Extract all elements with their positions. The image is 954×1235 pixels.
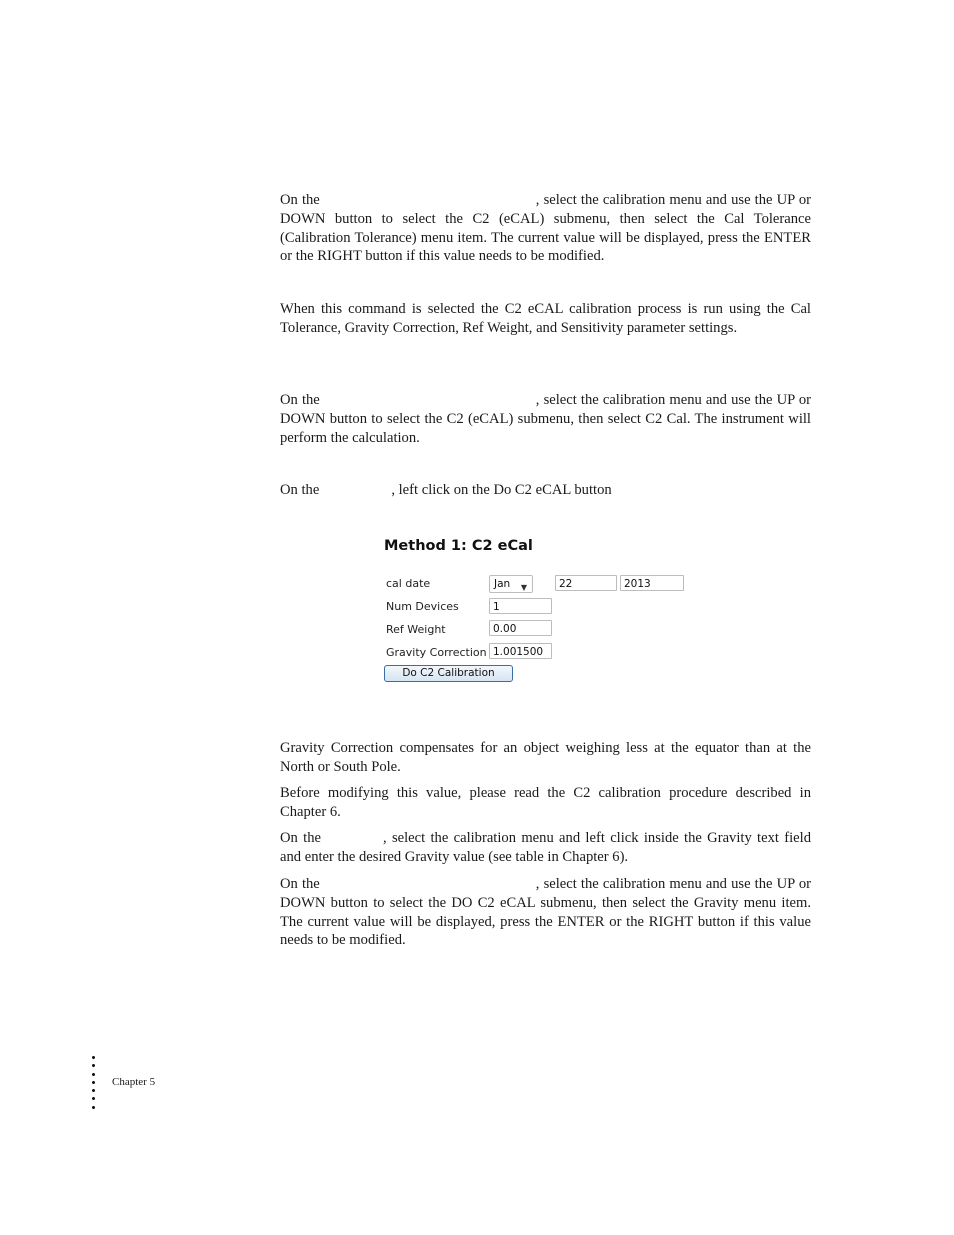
p4-lead: On the <box>280 482 320 498</box>
p4-body: , left click on the Do C2 eCAL button <box>391 482 612 498</box>
do-c2-calibration-button[interactable]: Do C2 Calibration <box>384 665 513 682</box>
month-select[interactable] <box>489 575 533 593</box>
month-value: Jan <box>494 578 511 590</box>
paragraph-c2-cal-web <box>280 481 811 500</box>
gravity-correction-field[interactable]: 1.001500 <box>489 643 552 659</box>
p3-lead: On the <box>280 392 320 408</box>
chevron-down-icon: ▼ <box>520 583 527 592</box>
p7-lead: On the <box>280 830 321 846</box>
paragraph-c2-cal-front-panel <box>280 391 811 447</box>
day-field[interactable]: 22 <box>555 575 617 591</box>
p3-body: , select the calibration menu and use the UP or DOWN button to select the C2 (eCAL) submenu, then select C2 Cal. The instrument will perform the calculation. <box>280 392 811 446</box>
paragraph-gravity-description: Gravity Correction compensates for an object weighing less at the equator than at the North or South Pole. <box>280 740 811 775</box>
footer-chapter-label: Chapter 5 <box>112 1076 156 1088</box>
c2-ecal-screenshot <box>384 536 704 686</box>
paragraph-gravity-front-panel <box>280 875 811 950</box>
p7-body: , select the calibration menu and left click inside the Gravity text field and enter the desired Gravity value (see table in Chapter 6). <box>280 830 811 865</box>
num-devices-field[interactable]: 1 <box>489 598 552 614</box>
figure-title: Method 1: C2 eCal <box>384 538 533 554</box>
gravity-correction-label: Gravity Correction <box>386 646 487 659</box>
p1-lead: On the <box>280 192 320 208</box>
num-devices-label: Num Devices <box>386 600 459 613</box>
paragraph-cal-tolerance-front-panel <box>280 191 811 266</box>
p8-lead: On the <box>280 876 320 892</box>
margin-dots <box>92 1056 98 1114</box>
year-field[interactable]: 2013 <box>620 575 684 591</box>
paragraph-gravity-note: Before modifying this value, please read the C2 calibration procedure described in Chapter 6. <box>280 785 811 820</box>
ref-weight-field[interactable]: 0.00 <box>489 620 552 636</box>
paragraph-c2-cal-description: When this command is selected the C2 eCAL calibration process is run using the Cal Tolerance, Gravity Correction, Ref Weight, and Sensitivity parameter settings. <box>280 301 811 336</box>
p8-body: , select the calibration menu and use the UP or DOWN button to select the DO C2 eCAL submenu, then select the Gravity menu item. The current value will be displayed, press the ENTER or the RIGHT button if this value needs to be modified. <box>280 876 811 949</box>
paragraph-gravity-web <box>280 829 811 867</box>
cal-date-label: cal date <box>386 577 431 590</box>
ref-weight-label: Ref Weight <box>386 623 446 636</box>
p1-body: , select the calibration menu and use the UP or DOWN button to select the C2 (eCAL) submenu, then select the Cal Tolerance (Calibration Tolerance) menu item. The current value will be displayed, press the ENTER or the RIGHT button if this value needs to be modified. <box>280 192 811 265</box>
